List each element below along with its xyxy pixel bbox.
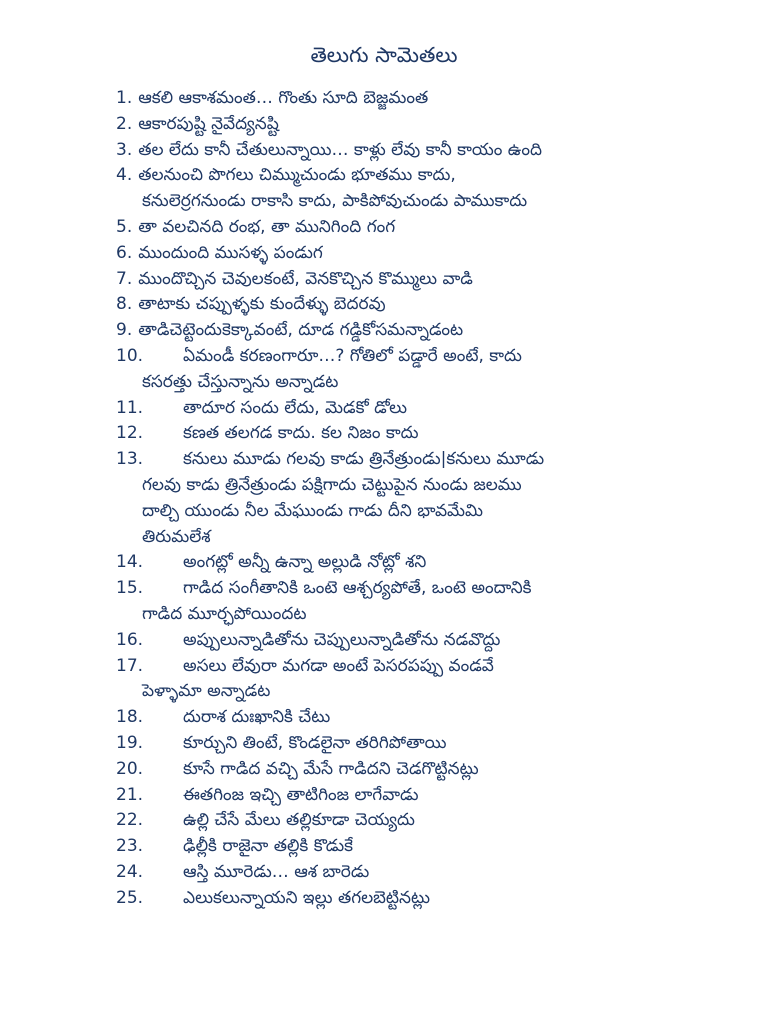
list-item	[116, 628, 716, 654]
item-number: 15.	[116, 578, 144, 599]
list-item	[116, 267, 716, 293]
item-number: 13.	[116, 449, 144, 470]
proverb-text: ఈతగింజ ఇచ్చి తాటిగింజ లాగేవాడు	[183, 784, 419, 805]
list-item	[116, 886, 716, 912]
proverb-text: కూసే గాడిద వచ్చి మేసే గాడిదని చెడగొట్టినట్లు	[183, 758, 479, 779]
item-number: 7.	[116, 268, 133, 289]
list-item	[116, 576, 716, 628]
proverb-text: ఆకారపుష్టి నైవేద్యనష్టి	[138, 113, 279, 134]
list-item	[116, 86, 716, 112]
proverb-continuation: దాల్చి యుండు నీల మేఘుండు గాడు దీని భావమేమి	[142, 500, 484, 521]
proverb-text: అప్పులున్నాడితోను చెప్పులున్నాడితోను నడవొద్దు	[183, 629, 501, 650]
proverb-text: అసలు లేవురా మగడా అంటే పెసరపప్పు వండవే	[183, 655, 494, 676]
item-number: 16.	[116, 629, 144, 650]
item-number: 9.	[116, 320, 133, 341]
proverb-text: కూర్చుని తింటే, కొండలైనా తరిగిపోతాయి	[183, 732, 447, 753]
item-number: 4.	[116, 165, 133, 186]
proverb-text: ఎలుకలున్నాయని ఇల్లు తగలబెట్టినట్లు	[183, 887, 430, 908]
list-item	[116, 215, 716, 241]
list-item	[116, 783, 716, 809]
proverb-text: తాటాకు చప్పుళ్ళకు కుందేళ్ళు బెదరవు	[138, 294, 386, 315]
list-item	[116, 834, 716, 860]
list-item	[116, 138, 716, 164]
list-item	[116, 654, 716, 706]
item-number: 22.	[116, 810, 144, 831]
proverb-text: తాదూర సందు లేదు, మెడకో డోలు	[183, 397, 408, 418]
proverb-text: ఆకలి ఆకాశమంత… గొంతు సూది బెజ్జమంత	[138, 88, 429, 108]
item-number: 5.	[116, 216, 133, 237]
proverb-text: ముందొచ్చిన చెవులకంటే, వెనకొచ్చిన కొమ్ములు వాడి	[138, 268, 473, 289]
proverb-continuation: గాడిద మూర్ఛపోయిందట	[142, 603, 307, 624]
item-number: 8.	[116, 294, 133, 315]
proverb-text: అంగట్లో అన్నీ ఉన్నా అల్లుడి నోట్లో శని	[183, 552, 427, 573]
item-number: 1.	[116, 88, 133, 108]
list-item	[116, 808, 716, 834]
proverb-text: ఏమండీ కరణంగారూ…? గోతిలో పడ్డారే అంటే, కాదు	[183, 345, 522, 366]
item-number: 10.	[116, 345, 144, 366]
proverb-text: తాడిచెట్టెందుకెక్కావంటే, దూడ గడ్డికోసమన్నాడంట	[138, 320, 464, 341]
proverb-continuation: కనులెర్రగనుండు రాకాసి కాదు, పాకిపోవుచుండు పాముకాదు	[142, 191, 528, 212]
list-item	[116, 421, 716, 447]
list-item	[116, 241, 716, 267]
item-number: 14.	[116, 552, 144, 573]
item-number: 25.	[116, 887, 144, 908]
list-item	[116, 731, 716, 757]
list-item	[116, 550, 716, 576]
list-item	[116, 860, 716, 886]
proverb-text: తల లేదు కానీ చేతులున్నాయి… కాళ్లు లేవు కానీ కాయం ఉంది	[138, 139, 542, 160]
list-item	[116, 705, 716, 731]
proverb-continuation: కసరత్తు చేస్తున్నాను అన్నాడట	[142, 371, 339, 392]
proverb-text: కణత తలగడ కాదు. కల నిజం కాదు	[183, 423, 419, 444]
proverb-text: తా వలచినది రంభ, తా మునిగింది గంగ	[138, 216, 396, 237]
item-number: 11.	[116, 397, 144, 418]
item-number: 6.	[116, 242, 133, 263]
item-number: 18.	[116, 707, 144, 728]
item-number: 21.	[116, 784, 144, 805]
proverb-continuation: పెళ్ళామా అన్నాడట	[142, 681, 271, 702]
proverb-text: గాడిద సంగీతానికి ఒంటె ఆశ్చర్యపోతే, ఒంటె అందానికి	[183, 578, 532, 599]
item-number: 23.	[116, 836, 144, 857]
list-item	[116, 757, 716, 783]
list-item	[116, 318, 716, 344]
item-number: 20.	[116, 758, 144, 779]
item-number: 24.	[116, 861, 144, 882]
list-item	[116, 112, 716, 138]
proverb-text: కనులు మూడు గలవు కాడు త్రినేత్రుండు|కనులు మూడు	[183, 449, 545, 470]
proverb-text: దురాశ దుఃఖానికి చేటు	[183, 707, 331, 728]
item-number: 19.	[116, 732, 144, 753]
item-number: 3.	[116, 139, 133, 160]
proverb-text: తలనుంచి పొగలు చిమ్ముచుండు భూతము కాదు,	[138, 165, 456, 186]
page-title: తెలుగు సామెతలు	[310, 43, 458, 67]
proverb-continuation: గలవు కాడు త్రినేత్రుండు పక్షిగాదు చెట్టుపైన నుండు జలము	[142, 474, 522, 495]
list-item	[116, 163, 716, 215]
item-number: 17.	[116, 655, 144, 676]
proverb-text: ఢిల్లీకి రాజైనా తల్లికి కొడుకే	[183, 836, 354, 857]
proverb-continuation: తిరుమలేశ	[142, 526, 211, 547]
item-number: 12.	[116, 423, 144, 444]
proverb-list	[116, 86, 716, 912]
list-item	[116, 344, 716, 396]
list-item	[116, 292, 716, 318]
proverb-text: ఉల్లి చేసే మేలు తల్లికూడా చెయ్యదు	[183, 810, 415, 831]
list-item	[116, 447, 716, 550]
item-number: 2.	[116, 113, 133, 134]
proverb-text: ఆస్తి మూరెడు… ఆశ బారెడు	[183, 861, 370, 882]
proverb-text: ముందుంది ముసళ్ళ పండుగ	[138, 242, 323, 263]
list-item	[116, 396, 716, 422]
